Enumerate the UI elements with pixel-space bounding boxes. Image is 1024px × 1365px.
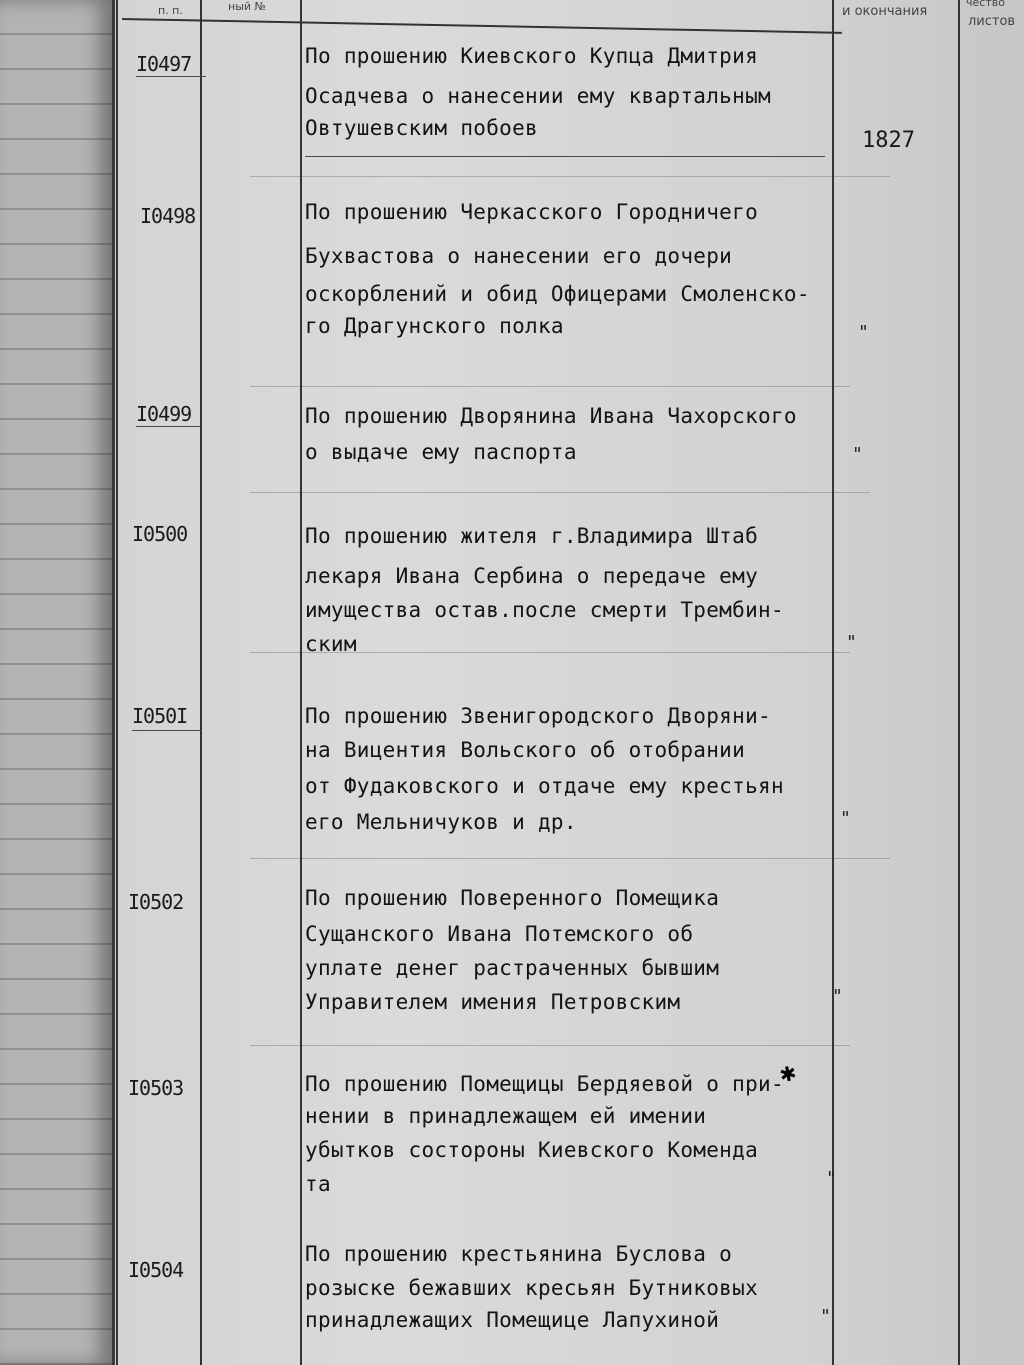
entry-text-line: По прошению жителя г.Владимира Штаб [305, 524, 759, 548]
bleed-line [250, 1045, 850, 1046]
ditto-mark: " [846, 632, 857, 653]
bleed-line [250, 492, 870, 493]
entry-number: I0504 [128, 1258, 184, 1282]
header-col-dates: и окончания [842, 4, 928, 19]
entry-number: I0500 [132, 522, 188, 546]
entry-text-line: го Драгунского полка [305, 314, 564, 338]
entry-text-line: от Фудаковского и отдаче ему крестьян [305, 774, 784, 798]
header-col-sheets-top: чество [966, 0, 1005, 9]
entry-text-line: Бухвастова о нанесении его дочери [305, 244, 733, 268]
entry-year: 1827 [862, 128, 915, 153]
column-rule [200, 0, 202, 1365]
entry-text-line: его Мельничуков и др. [305, 810, 577, 834]
entry-text-line: Овтушевским побоев [305, 116, 538, 140]
column-rule [958, 0, 960, 1365]
row-rule [305, 156, 825, 157]
entry-number: I0502 [128, 890, 184, 914]
entry-text-line: уплате денег растраченных бывшим [305, 956, 720, 980]
ditto-mark: " [840, 808, 851, 829]
entry-text-line: имущества остав.после смерти Трембин- [305, 598, 784, 622]
column-rule [832, 0, 834, 1365]
entry-number: I0498 [140, 204, 196, 228]
entry-text-line: По прошению Помещицы Бердяевой о при- [305, 1072, 784, 1096]
entry-number: I0497 [136, 52, 192, 76]
ditto-mark: " [826, 1168, 837, 1189]
entry-number: I0499 [136, 402, 192, 426]
number-underline [132, 730, 202, 731]
entry-text-line: ским [305, 632, 357, 656]
header-col-inventory: ный № [228, 0, 266, 13]
entry-text-line: Управителем имения Петровским [305, 990, 681, 1014]
entry-text-line: По прошению Дворянина Ивана Чахорского [305, 404, 797, 428]
ditto-mark: " [820, 1306, 831, 1327]
entry-text-line: нении в принадлежащем ей имении [305, 1104, 707, 1128]
column-rule [300, 0, 302, 1365]
ditto-mark: " [852, 444, 863, 465]
number-underline [136, 426, 200, 427]
entry-text-line: По прошению Поверенного Помещика [305, 886, 720, 910]
entry-text-line: По прошению Черкасского Городничего [305, 200, 759, 224]
entry-text-line: Сущанского Ивана Потемского об [305, 922, 694, 946]
entry-text-line: убытков состороны Киевского Коменда [305, 1138, 759, 1162]
column-rule [116, 0, 118, 1365]
entry-text-line: принадлежащих Помещице Лапухиной [305, 1308, 720, 1332]
entry-text-line: о выдаче ему паспорта [305, 440, 577, 464]
bleed-line [250, 858, 890, 859]
ditto-mark: " [832, 986, 843, 1007]
entry-text-line: оскорблений и обид Офицерами Смоленско- [305, 282, 810, 306]
book-binding-left-page [0, 0, 115, 1365]
ditto-mark: " [858, 322, 869, 343]
header-rule [122, 18, 842, 34]
entry-number: I0503 [128, 1076, 184, 1100]
header-col-number: п. п. [158, 4, 183, 17]
bleed-line [250, 176, 890, 177]
ink-blot: ✱ [777, 1056, 799, 1090]
entry-text-line: лекаря Ивана Сербина о передаче ему [305, 564, 759, 588]
entry-text-line: По прошению Звенигородского Дворяни- [305, 704, 771, 728]
number-underline [136, 76, 206, 77]
entry-text-line: Осадчева о нанесении ему квартальным [305, 84, 771, 108]
entry-text-line: розыске бежавших кресьян Бутниковых [305, 1276, 759, 1300]
entry-text-line: По прошению крестьянина Буслова о [305, 1242, 733, 1266]
entry-text-line: По прошению Киевского Купца Дмитрия [305, 44, 759, 68]
header-col-sheets: листов [968, 14, 1016, 29]
entry-text-line: на Вицентия Вольского об отобрании [305, 738, 746, 762]
entry-number: I050I [132, 704, 188, 728]
entry-text-line: та [305, 1172, 331, 1196]
bleed-line [250, 386, 850, 387]
